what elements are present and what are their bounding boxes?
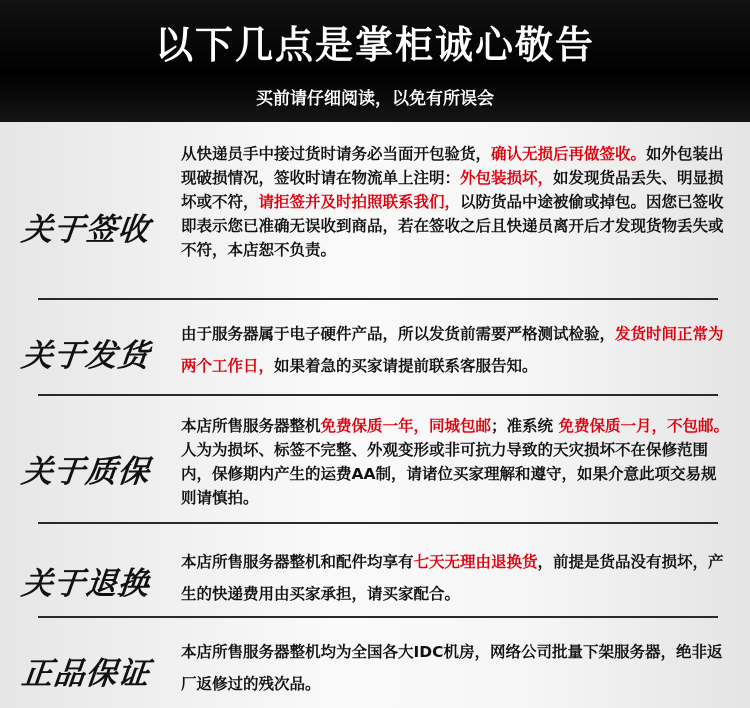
section-label: 关于发货: [19, 338, 152, 374]
text-part: ，前提是货品没有损坏，产生的快递费用由买家承担，请买家配合。: [181, 553, 724, 603]
highlight-text: 外包装损坏，: [460, 169, 554, 187]
section-label: 关于签收: [19, 212, 152, 248]
highlight-text: 发货时间正常为两个工作日，: [181, 325, 724, 375]
text-part: 以防货品中途被偷或掉包。因您已签收即表示您已准确无误收到商品，若在签收之后且快递员离开后才发现货物丢失或不符，本店恕不负责。: [181, 193, 724, 259]
text-part: 人为为损坏、标签不完整、外观变形或非可抗力导致的天灾损坏不在保修范围内，保修期内产生的运费AA制，请诸位买家理解和遵守，如果介意此项交易规则请慎拍。: [181, 441, 717, 507]
section-label: 关于质保: [19, 454, 152, 490]
section-divider: [38, 522, 718, 524]
highlight-text: 请拒签并及时拍照联系我们，: [258, 193, 461, 211]
highlight-text: 七天无理由退换货: [413, 553, 538, 571]
section-text: [181, 636, 731, 700]
text-part: ；准系统: [491, 417, 559, 435]
section-text: [181, 318, 731, 382]
notice-header: [0, 0, 750, 122]
page-title: 以下几点是掌柜诚心敬告: [154, 23, 595, 67]
section-text: [181, 414, 731, 510]
section-text: [181, 546, 731, 610]
highlight-text: 确认无损后再做签收。: [491, 145, 647, 163]
text-part: 从快递员手中接过货时请务必当面开包验货，: [181, 145, 492, 163]
text-part: 本店所售服务器整机: [181, 417, 321, 435]
text-part: 本店所售服务器整机和配件均享有: [181, 553, 414, 571]
highlight-text: 免费保质一年，同城包邮: [320, 417, 492, 435]
text-part: 如外包装出现破损情况，签收时请在物流单上注明：: [181, 145, 724, 187]
section-divider: [38, 616, 718, 618]
highlight-text: 免费保质一月，不包邮。: [558, 417, 729, 435]
text-part: 本店所售服务器整机均为全国各大IDC机房，网络公司批量下架服务器，绝非返厂返修过的残次品。: [181, 643, 723, 693]
section-text: [181, 142, 731, 262]
page-subtitle: 买前请仔细阅读，以免有所误会: [256, 89, 494, 109]
section-divider: [38, 298, 718, 300]
text-part: 由于服务器属于电子硬件产品，所以发货前需要严格测试检验，: [181, 325, 616, 343]
notice-content: [0, 122, 750, 708]
section-label: 关于退换: [19, 566, 152, 602]
text-part: 如发现货品丢失、明显损坏或不符，: [181, 169, 724, 211]
text-part: 如果着急的买家请提前联系客服告知。: [274, 357, 538, 375]
section-label: 正品保证: [19, 656, 152, 692]
section-divider: [38, 394, 718, 396]
